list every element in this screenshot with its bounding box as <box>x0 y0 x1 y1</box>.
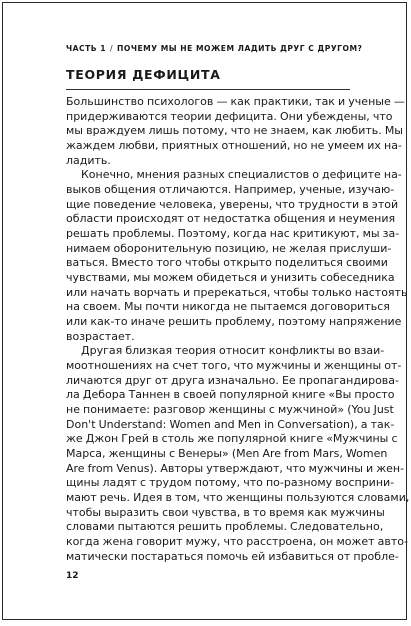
text-line: чувствами, мы можем обидеться и унизить собеседника <box>66 271 395 285</box>
text-line: словами пытаются решить проблемы. Следовательно, <box>66 520 384 534</box>
text-line: или как-то иначе решить проблему, поэтому напряжение <box>66 315 402 329</box>
text-line: щие поведение человека, уверены, что трудности в этой <box>66 197 399 211</box>
text-line: выков общения отличаются. Например, ученые, изучаю- <box>66 183 395 197</box>
text-line: личаются друг от друга изначально. Ее пропагандирова- <box>66 373 399 387</box>
text-line: Марса, женщины с Венеры» (Men Are from Mars, Women <box>66 447 388 461</box>
text-line: нимаем оборонительную позицию, не желая прислуши- <box>66 241 392 255</box>
book-page <box>2 2 410 620</box>
text-line: Don't Understand: Women and Men in Conversation), а так- <box>66 417 395 431</box>
page-number: 12 <box>66 571 79 581</box>
text-line: на своем. Мы почти никогда не пытаемся договориться <box>66 300 390 314</box>
text-line: возрастает. <box>66 329 135 343</box>
chapter-title: ПОЧЕМУ МЫ НЕ МОЖЕМ ЛАДИТЬ ДРУГ С ДРУГОМ? <box>117 44 363 53</box>
text-line: мают речь. Идея в том, что женщины пользуются словами, <box>66 491 410 505</box>
text-line: области происходят от недостатка общения и неумения <box>66 212 396 226</box>
text-line: жаждем любви, приятных отношений, но не умеем их на- <box>66 139 402 153</box>
text-line: Другая близкая теория относит конфликты во взаи- <box>81 344 385 358</box>
text-line: Большинство психологов — как практики, так и ученые — <box>66 95 405 108</box>
running-head <box>66 44 362 53</box>
text-line: придерживаются теории дефицита. Они убеждены, что <box>66 109 393 123</box>
text-line: не понимаете: разговор женщины с мужчиной» (You Just <box>66 403 394 417</box>
text-line: решать проблемы. Поэтому, когда нас критикуют, мы за- <box>66 227 400 241</box>
text-line: же Джон Грей в столь же популярной книге «Мужчины с <box>66 432 398 446</box>
section-title: ТЕОРИЯ ДЕФИЦИТА <box>66 67 221 82</box>
part-label: ЧАСТЬ 1 <box>66 44 106 53</box>
text-line: щины ладят с трудом потому, что по-разному восприни- <box>66 476 395 490</box>
text-line: Are from Venus). Авторы утверждают, что мужчины и жен- <box>66 461 405 475</box>
body-text <box>66 95 410 565</box>
text-line: ладить. <box>66 153 111 167</box>
text-line: ваться. Вместо того чтобы открыто поделиться своими <box>66 256 388 270</box>
title-divider <box>66 89 350 90</box>
text-line: когда жена говорит мужу, что расстроена, он может авто- <box>66 535 409 549</box>
text-line: ла Дебора Таннен в своей популярной книге «Вы просто <box>66 388 395 402</box>
text-line: чтобы выразить свои чувства, в то время как мужчины <box>66 505 385 519</box>
running-head-separator: / <box>109 44 114 53</box>
text-line: или начать ворчать и пререкаться, чтобы только настоять <box>66 285 408 299</box>
text-line: Конечно, мнения разных специалистов о дефиците на- <box>81 168 402 182</box>
text-line: мы враждуем лишь потому, что не знаем, как любить. Мы <box>66 124 403 138</box>
text-line: моотношениях на счет того, что мужчины и женщины от- <box>66 359 402 373</box>
text-line: матически постараться помочь ей избавиться от пробле- <box>66 549 399 563</box>
